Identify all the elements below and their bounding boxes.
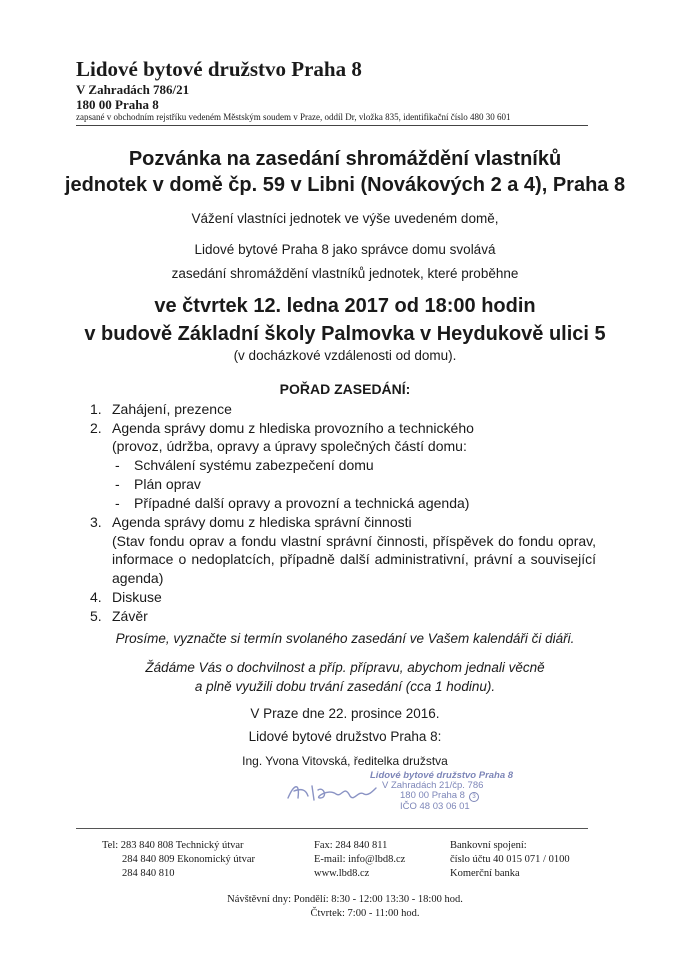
agenda-item-3 xyxy=(90,514,412,530)
stamp-line-1: Lidové bytové družstvo Praha 8 xyxy=(370,770,514,781)
agenda-item-text: Agenda správy domu z hlediska správní činnosti xyxy=(112,514,412,530)
stamp-line-4: IČO 48 03 06 01 xyxy=(400,801,470,812)
agenda-item-4 xyxy=(90,589,162,605)
email-address: E-mail: info@lbd8.cz xyxy=(314,854,406,865)
website: www.lbd8.cz xyxy=(314,868,370,879)
agenda-heading: POŘAD ZASEDÁNÍ: xyxy=(279,381,411,397)
bank-label: Bankovní spojení: xyxy=(450,840,527,851)
meeting-place: v budově Základní školy Palmovka v Heydukově ulici 5 xyxy=(84,323,606,345)
agenda-subitem-repair-plan: Plán oprav xyxy=(134,476,201,492)
greeting: Vážení vlastníci jednotek ve výše uvedeném domě, xyxy=(191,211,499,226)
issue-date: V Praze dne 22. prosince 2016. xyxy=(250,706,440,721)
registration-note: zapsané v obchodním rejstříku vedeném Městským soudem v Praze, oddíl Dr, vložka 835, identifikační číslo 480 30 601 xyxy=(76,112,511,122)
phone-economic: 284 840 809 Ekonomický útvar xyxy=(122,854,255,865)
agenda-item-text: Diskuse xyxy=(112,589,162,605)
fax-number: Fax: 284 840 811 xyxy=(314,840,388,851)
bullet-dash: - xyxy=(115,457,120,473)
agenda-item-3-detail-line3: agenda) xyxy=(112,570,164,586)
footer-divider xyxy=(76,828,588,829)
agenda-subitem-other: Případné další opravy a provozní a technická agenda) xyxy=(134,495,470,511)
agenda-item-number: 4. xyxy=(90,589,102,605)
organization-stamp xyxy=(370,771,513,812)
agenda-item-text: Zahájení, prezence xyxy=(112,401,232,417)
agenda-item-2-detail: (provoz, údržba, opravy a úpravy společných částí domu: xyxy=(112,438,467,454)
agenda-item-2 xyxy=(90,420,474,436)
signatory-name: Ing. Yvona Vitovská, ředitelka družstva xyxy=(242,754,448,768)
header-divider xyxy=(76,125,588,126)
handwritten-signature xyxy=(284,776,380,806)
agenda-item-3-detail-line1: (Stav fondu oprav a fondu vlastní správní činnosti, příspěvek do fondu oprav, xyxy=(112,533,596,549)
agenda-item-text: Závěr xyxy=(112,608,148,624)
stamp-line-3: 180 00 Praha 8 xyxy=(400,790,465,801)
office-hours-line2: Čtvrtek: 7:00 - 11:00 hod. xyxy=(310,908,420,919)
bullet-dash: - xyxy=(115,495,120,511)
office-hours-line1: Návštěvní dny: Pondělí: 8:30 - 12:00 13:30 - 18:00 hod. xyxy=(227,894,463,905)
invitation-title-line1: Pozvánka na zasedání shromáždění vlastníků xyxy=(128,148,562,170)
punctuality-note-line1: Žádáme Vás o dochvilnost a příp. přípravu, abychom jednali věcně xyxy=(145,660,545,675)
bank-account: číslo účtu 40 015 071 / 0100 xyxy=(450,854,570,865)
agenda-item-3-detail-line2: informace o nedoplatcích, případně další administrativní, právní a související xyxy=(112,551,596,567)
organization-name: Lidové bytové družstvo Praha 8 xyxy=(76,57,362,81)
meeting-date: ve čtvrtek 12. ledna 2017 od 18:00 hodin xyxy=(154,295,536,317)
agenda-item-number: 1. xyxy=(90,401,102,417)
intro-line2: zasedání shromáždění vlastníků jednotek, které proběhne xyxy=(171,266,519,281)
calendar-note: Prosíme, vyznačte si termín svolaného zasedání ve Vašem kalendáři či diáři. xyxy=(115,631,575,646)
agenda-item-1 xyxy=(90,401,232,417)
bank-name: Komerční banka xyxy=(450,868,520,879)
organization-street: V Zahradách 786/21 xyxy=(76,82,190,97)
organization-city: 180 00 Praha 8 xyxy=(76,97,159,112)
agenda-item-text: Agenda správy domu z hlediska provozního a technického xyxy=(112,420,474,436)
stamp-number-circle: 3 xyxy=(469,792,479,802)
bullet-dash: - xyxy=(115,476,120,492)
phone-other: 284 840 810 xyxy=(122,868,175,879)
agenda-item-number: 3. xyxy=(90,514,102,530)
footer-phones xyxy=(102,839,255,881)
agenda-item-5 xyxy=(90,608,148,624)
stamp-line-2: V Zahradách 21/čp. 786 xyxy=(382,780,484,791)
agenda-item-number: 5. xyxy=(90,608,102,624)
invitation-title-line2: jednotek v domě čp. 59 v Libni (Novákových 2 a 4), Praha 8 xyxy=(64,174,626,196)
phone-technical: Tel: 283 840 808 Technický útvar xyxy=(102,840,244,851)
signature-organization: Lidové bytové družstvo Praha 8: xyxy=(248,729,442,744)
agenda-item-number: 2. xyxy=(90,420,102,436)
footer-bank xyxy=(450,839,570,881)
punctuality-note-line2: a plně využili dobu trvání zasedání (cca 1 hodinu). xyxy=(194,679,496,694)
footer-contact xyxy=(314,839,405,881)
intro-line1: Lidové bytové Praha 8 jako správce domu svolává xyxy=(194,242,496,257)
distance-note: (v docházkové vzdálenosti od domu). xyxy=(233,348,457,363)
agenda-subitem-security: Schválení systému zabezpečení domu xyxy=(134,457,374,473)
